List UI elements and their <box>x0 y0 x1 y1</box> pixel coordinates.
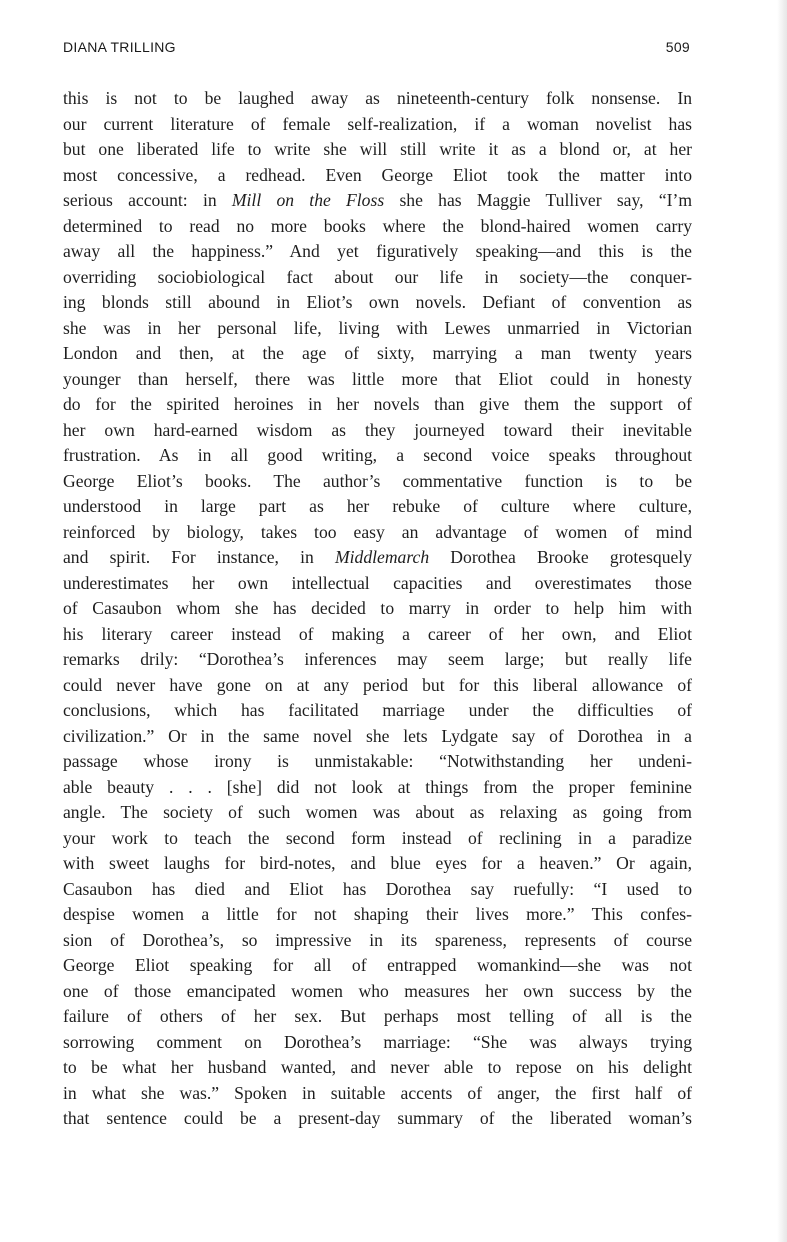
text-line: that sentence could be a present-day summary of the liberated woman’s <box>63 1108 692 1128</box>
italic-title: Mill on the Floss <box>231 190 385 210</box>
text-line: away all the happiness.” And yet figuratively speaking—and this is the <box>63 241 692 261</box>
text-line: younger than herself, there was little more that Eliot could in honesty <box>63 368 692 389</box>
text-line: angle. The society of such women was about as relaxing as going from <box>63 802 692 822</box>
text-line: overriding sociobiological fact about our life in society—the conquer- <box>63 266 692 287</box>
text-line: to be what her husband wanted, and never able to repose on his delight <box>63 1057 692 1077</box>
text-line: Casaubon has died and Eliot has Dorothea say ruefully: “I used to <box>63 878 692 899</box>
page-number: 509 <box>665 39 690 55</box>
text-line: with sweet laughs for bird-notes, and blue eyes for a heaven.” Or again, <box>63 853 692 873</box>
text-line: she was in her personal life, living with Lewes unmarried in Victorian <box>63 317 692 338</box>
text-line: of Casaubon whom she has decided to marry in order to help him with <box>63 598 692 618</box>
text-line: conclusions, which has facilitated marriage under the difficulties of <box>63 700 692 720</box>
text-line: one of those emancipated women who measures her own success by the <box>63 980 692 1001</box>
text-line: able beauty . . . [she] did not look at things from the proper feminine <box>63 776 692 797</box>
text-line: this is not to be laughed away as nineteenth-century folk nonsense. In <box>63 88 692 108</box>
text-line: London and then, at the age of sixty, marrying a man twenty years <box>63 343 692 363</box>
text-line: failure of others of her sex. But perhaps most telling of all is the <box>63 1006 692 1026</box>
text-line: sion of Dorothea’s, so impressive in its spareness, represents of course <box>63 929 692 950</box>
text-line: most concessive, a redhead. Even George Eliot took the matter into <box>63 164 692 185</box>
text-line: could never have gone on at any period but for this liberal allowance of <box>63 674 692 695</box>
text-line: understood in large part as her rebuke of culture where culture, <box>63 496 692 516</box>
text-line: underestimates her own intellectual capacities and overestimates those <box>63 572 692 593</box>
italic-title: Middlemarch <box>335 547 430 567</box>
text-line: sorrowing comment on Dorothea’s marriage: “She was always trying <box>63 1031 692 1052</box>
text-line: George Eliot speaking for all of entrapped womankind—she was not <box>63 955 692 975</box>
body-text <box>63 86 692 1132</box>
running-header <box>63 37 690 57</box>
text-line: George Eliot’s books. The author’s commentative function is to be <box>63 470 692 491</box>
text-line: civilization.” Or in the same novel she lets Lydgate say of Dorothea in a <box>63 725 692 746</box>
text-line: your work to teach the second form instead of reclining in a paradize <box>63 827 692 848</box>
text-line: passage whose irony is unmistakable: “Notwithstanding her undeni- <box>63 751 692 771</box>
text-line: remarks drily: “Dorothea’s inferences may seem large; but really life <box>63 649 692 669</box>
text-line: reinforced by biology, takes too easy an advantage of women of mind <box>63 521 692 542</box>
text-line: her own hard-earned wisdom as they journeyed toward their inevitable <box>63 419 692 440</box>
text-line: do for the spirited heroines in her novels than give them the support of <box>63 394 692 414</box>
text-line: determined to read no more books where the blond-haired women carry <box>63 215 692 236</box>
text-line: despise women a little for not shaping their lives more.” This confes- <box>63 904 692 924</box>
text-line: ing blonds still abound in Eliot’s own novels. Defiant of convention as <box>63 292 692 312</box>
text-line: but one liberated life to write she will still write it as a blond or, at her <box>63 139 692 159</box>
text-line: in what she was.” Spoken in suitable accents of anger, the first half of <box>63 1082 692 1103</box>
page-edge-shadow <box>777 0 787 1242</box>
text-line: and spirit. For instance, in Middlemarch Dorothea Brooke grotesquely <box>63 547 692 567</box>
text-line: our current literature of female self-realization, if a woman novelist has <box>63 113 692 134</box>
running-title: DIANA TRILLING <box>63 39 176 55</box>
text-line: frustration. As in all good writing, a second voice speaks throughout <box>63 445 692 465</box>
text-line: his literary career instead of making a career of her own, and Eliot <box>63 623 692 644</box>
text-line: serious account: in Mill on the Floss she has Maggie Tulliver say, “I’m <box>63 190 692 210</box>
